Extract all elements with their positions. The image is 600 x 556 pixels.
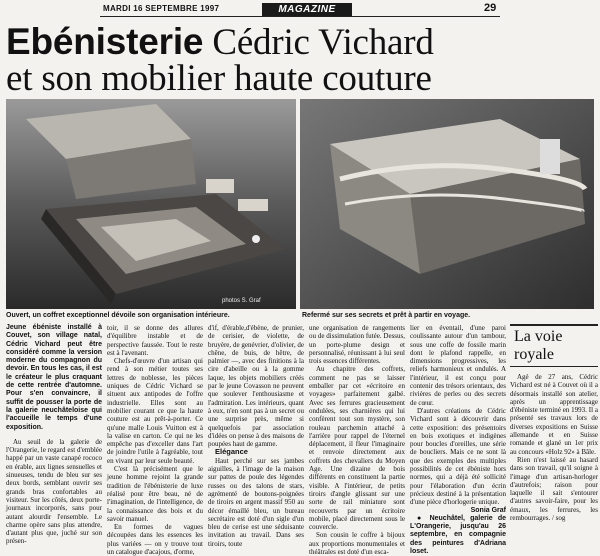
article-column-2 bbox=[107, 324, 203, 556]
article-column-1 bbox=[6, 324, 102, 546]
sidebar-title: La voie royale bbox=[510, 324, 598, 367]
headline-line2: et son mobilier haute couture bbox=[6, 58, 432, 99]
header-rule bbox=[100, 16, 500, 17]
sidebar-paragraph: Agé de 27 ans, Cédric Vichard est né à Couvet où il a désormais installé son atelier, après un apprentissage d'ébéniste terminé en 1993. Il a présenté ses travaux lors de diverses expositions en Suisse allemande et en Suisse romande et glané un 1er prix au concours «Holz 92» à Bâle. bbox=[510, 373, 598, 456]
article-paragraph: D'autres créations de Cédric Vichard sont à découvrir dans cette exposition: des présentoirs en bois exotiques et indigènes pour boucles d'oreilles, une série de boucliers. Mais ce ne sont là que des exemples des multiples possibilités de cet ébéniste hors normes, qui a déjà été sollicité pour l'élaboration d'un écrin précieux destiné à la présentation d'une pièce d'horlogerie unique. bbox=[410, 406, 506, 507]
photo-credit: photos S. Graf bbox=[222, 298, 261, 304]
article-lead: Jeune ébéniste installé à Couvet, son village natal, Cédric Vichard peut être considéré comme la version moderne du compagnon du devoir. En tous les cas, il est le créateur le plus craquant de cette rentrée d'automne. Pour s'en convaincre, il suffit de pousser la porte de la galerie neuchâteloise qui l'accueille le temps d'une exposition. bbox=[6, 324, 102, 431]
article-paragraph: C'est là précisément que le jeune homme rejoint la grande tradition de l'ébénisterie de luxe réalisé pour être beau, né de l'imagination, de l'intelligence, de la connaissance des bois et du savoir manuel. bbox=[107, 465, 203, 523]
caption-open-coffret: Ouvert, un coffret exceptionnel dévoile son organisation intérieure. bbox=[6, 312, 230, 319]
photo-open-coffret bbox=[6, 99, 296, 309]
headline-name: Cédric Vichard bbox=[212, 22, 434, 63]
article-column-3 bbox=[208, 324, 304, 548]
article-paragraph: une organisation de rangements ou de dissimulation futée. Dessus, un porte-plume design et personnalisé, réunissant à lui seul trois essences différentes. bbox=[309, 324, 405, 366]
photo-closed-coffret bbox=[300, 99, 594, 309]
article-paragraph: Haut perché sur ses jambes aiguilles, à l'image de la maison sur pattes de poule des légendes russes ou des talons de stars, agrémenté de boutons-poignées de tiroirs en argent massif 950 au décor émaillé bleu, un bureau secrétaire est doté d'un sigle d'un bleu de cerise est une séduisante invitation au travail. Dans ses tiroirs, toute bbox=[208, 456, 304, 548]
article-column-5 bbox=[410, 324, 506, 556]
caption-closed-coffret: Refermé sur ses secrets et prêt à partir en voyage. bbox=[302, 312, 471, 319]
sidebar-text bbox=[510, 373, 598, 522]
article-paragraph: toir, il se donne des allures d'équilibre instable et de perspective faussée. Tout le reste est à l'avenant. bbox=[107, 324, 203, 357]
sidebar-paragraph: Rien n'est laissé au hasard dans son travail, qu'il soigne à l'image d'un artisan-horloger d'autrefois; raison pour laquelle il sait s'entourer d'autres savoir-faire, pour les émaux, les ferrures, les rembourrages. / sog bbox=[510, 455, 598, 523]
article-paragraph: Au chapitre des coffrets, comment ne pas se laisser emballer par cet «écritoire en voyages» parfaitement galbé. Avec ses ferrures gracieusement ondulées, ses charnières qui lui confèrent tout son mystère, son rouleau parchemin attaché à l'arrière pour rappel de l'éternel déplacement, il fleur l'imaginaire et renvoie directement aux coffrets des chevaliers du Moyen Age. Une dizaine de bois différents en constituent la partie visible. A l'intérieur, de petits tiroirs d'angle glissant sur une sorte de rail miniature sont recouverts par un écritoire mobile, placé directement sous le couvercle. bbox=[309, 365, 405, 532]
article-paragraph: lier en éventail, d'une paroi coulissante autour d'un tambour, sous une coffe de fossile marin dont le plafond rappelle, en dimensions progressives, les reliefs harmonieux et ondulés. A l'intérieur, il est conçu pour contenir des trésors orientaux, des rivières de perles ou des secrets de cœur. bbox=[410, 324, 506, 407]
closed-coffret-image bbox=[300, 99, 594, 309]
article-paragraph: d'if, d'érable,d'ébène, de prunier, de cerisier, de violette, de bruyère, de genévrier, d'olivier, de chêne, de buis, de hêtre, de palmier —, avec des finitions à la cire d'abeille ou à la gomme laque, les objets mobiliers créés par le jeune Covasson ne peuvent que soulever l'enthousiasme et l'admiration. Les intérieurs, quant à eux, n'en sont pas à un secret ou une surprise près, même si quelquefois par association d'idées on pense à des maisons de poupées haut de gamme. bbox=[208, 324, 304, 449]
article-paragraph: Chefs-d'œuvre d'un artisan qui rend à son métier toutes ses lettres de noblesse, les pièces uniques de Cédric Vichard se situent aux antipodes de l'offre industrielle. Elles sont au mobilier courant ce que la haute couture est au prêt-à-porter. Ce qu'une malle Louis Vuitton est à la valise en carton. Ce qui ne les empêche pas d'exceller dans l'art de joindre l'utile à l'agréable, tout en vivant par leur seule beauté. bbox=[107, 357, 203, 465]
sidebar-la-voie-royale bbox=[510, 324, 598, 522]
subheading-elegance: Elégance bbox=[215, 447, 248, 457]
article-column-4 bbox=[309, 324, 405, 556]
exhibition-info: ● Neuchâtel, galerie de L'Orangerie, jusqu'au 26 septembre, en compagnie des peintures d'Adriana loset. bbox=[410, 514, 506, 556]
issue-date: MARDI 16 SEPTEMBRE 1997 bbox=[103, 4, 220, 13]
headline bbox=[6, 21, 596, 99]
section-label: MAGAZINE bbox=[262, 3, 352, 16]
author-signature: Sonia Graf bbox=[470, 506, 506, 514]
article-paragraph: Au seuil de la galerie de l'Orangerie, le regard est d'emblée happé par un vaste canapé rococo en érable, aux lignes sensuelles et sinueuses, tendu de bleu sur ses deux bords, semblant ouvrir ses grands bras confortables au visiteur. Sur les côtés, deux porte-journaux incorporés, sans pour autant alourdir l'ensemble. Le charme opère sans plus attendre, d'autant plus que, juché sur son présen- bbox=[6, 437, 102, 546]
article-paragraph: Son cousin le coffre à bijoux aux proportions monumentales et théâtrales est doté d'un esca- bbox=[309, 531, 405, 556]
page-number: 29 bbox=[484, 2, 497, 14]
article-paragraph: En formes de vagues découpées dans les essences les plus variées — on y trouve tout un catalogue d'acajous, d'orme, bbox=[107, 523, 203, 556]
open-coffret-image bbox=[6, 99, 296, 309]
headline-word-ebenisterie: Ebénisterie bbox=[6, 21, 204, 62]
